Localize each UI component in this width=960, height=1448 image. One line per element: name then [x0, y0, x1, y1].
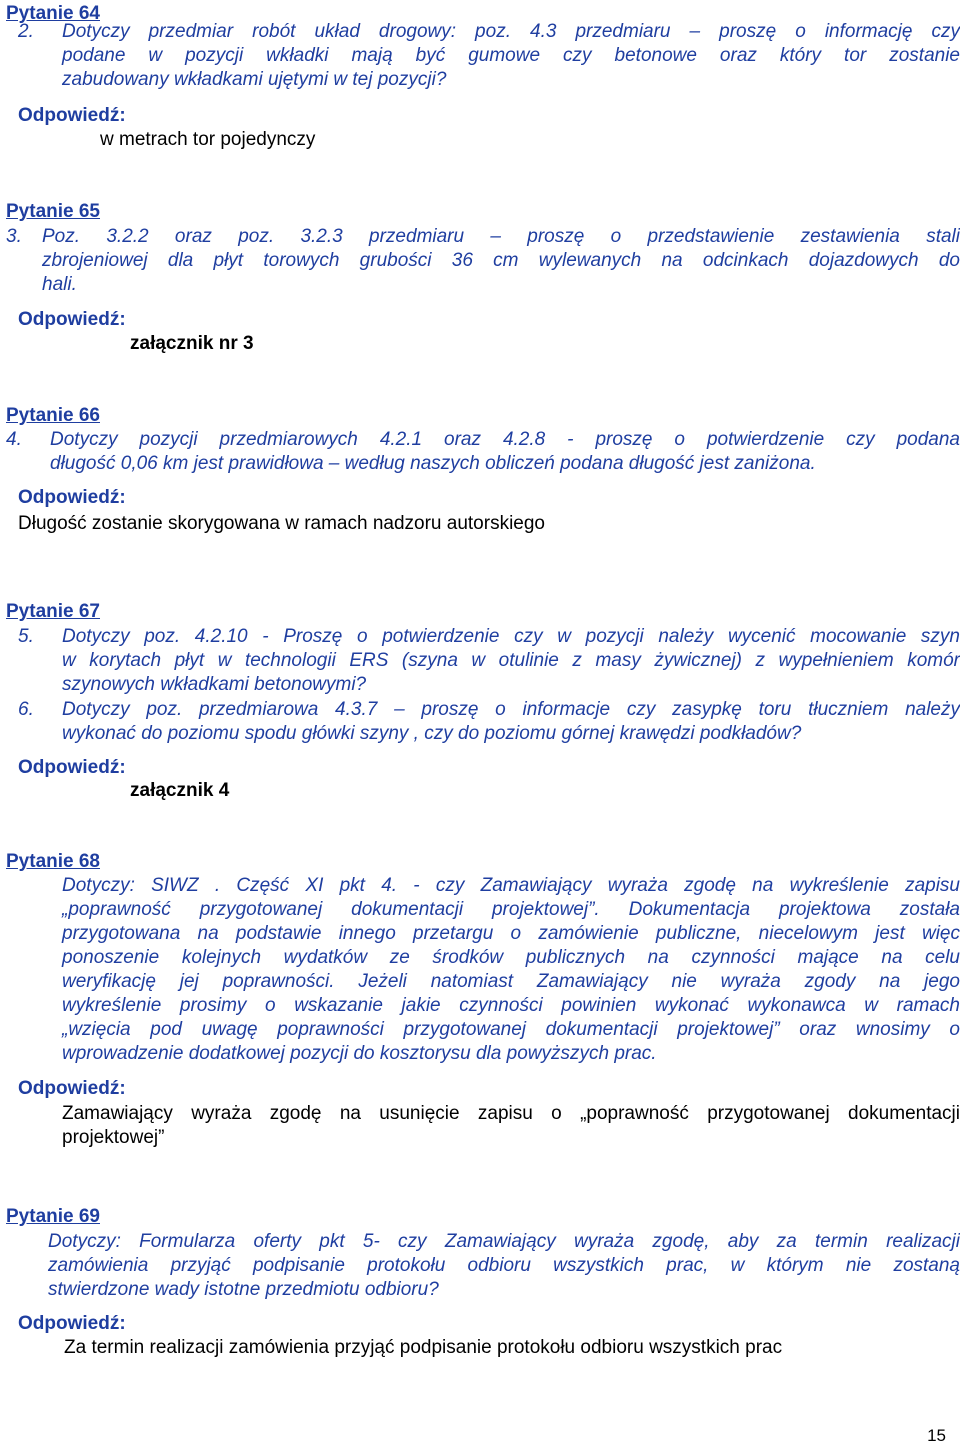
question-66-body [6, 428, 960, 476]
answer-label: Odpowiedź: [18, 309, 126, 330]
question-67-item-6 [18, 698, 960, 746]
question-65-heading: Pytanie 65 [6, 201, 100, 222]
answer-text: Długość zostanie skorygowana w ramach nadzoru autorskiego [18, 513, 545, 534]
question-65-body [6, 225, 960, 297]
question-68-heading: Pytanie 68 [6, 851, 100, 872]
question-64-heading: Pytanie 64 [6, 3, 100, 24]
answer-line: projektowej” [62, 1127, 165, 1148]
question-line: Poz. 3.2.2 oraz poz. 3.2.3 przedmiaru – proszę o przedstawienie zestawienia stali [42, 226, 960, 247]
item-number: 3. [6, 226, 22, 247]
answer-label: Odpowiedź: [18, 1313, 126, 1334]
question-64-body [18, 20, 960, 92]
question-line: weryfikację jej poprawności. Jeżeli natomiast Zamawiający nie wyraża zgody na jego [62, 971, 960, 992]
question-line: podane w pozycji wkładki mają być gumowe czy betonowe oraz który tor zostanie [62, 45, 960, 66]
item-number: 2. [18, 21, 34, 42]
question-68-body [62, 874, 960, 1066]
item-number: 5. [18, 626, 34, 647]
question-line: stwierdzone wady istotne przedmiotu odbioru? [48, 1279, 439, 1300]
question-line: zamówienia przyjąć podpisanie protokołu odbioru wszystkich prac, w którym nie zostaną [48, 1255, 960, 1276]
question-line: Dotyczy: SIWZ . Część XI pkt 4. - czy Zamawiający wyraża zgodę na wykreślenie zapisu [62, 875, 960, 896]
answer-text: w metrach tor pojedynczy [100, 129, 316, 150]
question-line: długość 0,06 km jest prawidłowa – według naszych obliczeń podana długość jest zaniżona. [50, 453, 816, 474]
question-line: Dotyczy poz. 4.2.10 - Proszę o potwierdzenie czy w pozycji należy wycenić mocowanie szyn [62, 626, 960, 647]
question-line: „wzięcia pod uwagę poprawności przygotowanej dokumentacji projektowej” oraz wnosimy o [62, 1019, 960, 1040]
item-number: 4. [6, 429, 22, 450]
question-69-body [48, 1230, 960, 1302]
answer-text: załącznik 4 [130, 780, 230, 801]
answer-label: Odpowiedź: [18, 1078, 126, 1099]
answer-text: Za termin realizacji zamówienia przyjąć podpisanie protokołu odbioru wszystkich prac [64, 1337, 783, 1358]
question-line: szynowych wkładkami betonowymi? [62, 674, 367, 695]
question-line: wykreślenie prosimy o wskazanie jakie czynności powinien wykonać wykonawca w ramach [62, 995, 960, 1016]
page-number: 15 [927, 1426, 946, 1445]
question-69-heading: Pytanie 69 [6, 1206, 100, 1227]
answer-label: Odpowiedź: [18, 105, 126, 126]
question-66-heading: Pytanie 66 [6, 405, 100, 426]
question-line: Dotyczy poz. przedmiarowa 4.3.7 – proszę o informacje czy zasypkę toru tłuczniem należy [62, 699, 960, 720]
question-line: „poprawność przygotowanej dokumentacji projektowej”. Dokumentacja projektowa została [62, 899, 960, 920]
item-number: 6. [18, 699, 34, 720]
question-line: hali. [42, 274, 77, 295]
question-line: Dotyczy przedmiar robót układ drogowy: poz. 4.3 przedmiaru – proszę o informację czy [62, 21, 960, 42]
answer-text: załącznik nr 3 [130, 333, 254, 354]
question-67-heading: Pytanie 67 [6, 601, 100, 622]
question-line: Dotyczy: Formularza oferty pkt 5- czy Zamawiający wyraża zgodę, aby za termin realizacji [48, 1231, 960, 1252]
question-line: wprowadzenie dodatkowej pozycji do kosztorysu dla powyższych prac. [62, 1043, 657, 1064]
question-67-item-5 [18, 625, 960, 697]
question-line: ponoszenie kolejnych wydatków ze środków publicznych na czynności mające na celu [62, 947, 960, 968]
answer-text [62, 1102, 960, 1150]
question-line: zabudowany wkładkami ujętymi w tej pozycji? [62, 69, 447, 90]
answer-line: Zamawiający wyraża zgodę na usunięcie zapisu o „poprawność przygotowanej dokumentacji [62, 1103, 960, 1124]
answer-label: Odpowiedź: [18, 487, 126, 508]
answer-label: Odpowiedź: [18, 757, 126, 778]
question-line: w korytach płyt w technologii ERS (szyna w otulinie z masy żywicznej) z wypełnieniem komór [62, 650, 960, 671]
question-line: wykonać do poziomu spodu główki szyny , czy do poziomu górnej krawędzi podkładów? [62, 723, 802, 744]
question-line: przygotowana na podstawie innego przetargu o zamówienie publiczne, niecelowym jest więc [62, 923, 960, 944]
question-line: zbrojeniowej dla płyt torowych grubości 36 cm wylewanych na odcinkach dojazdowych do [42, 250, 960, 271]
question-line: Dotyczy pozycji przedmiarowych 4.2.1 oraz 4.2.8 - proszę o potwierdzenie czy podana [50, 429, 960, 450]
